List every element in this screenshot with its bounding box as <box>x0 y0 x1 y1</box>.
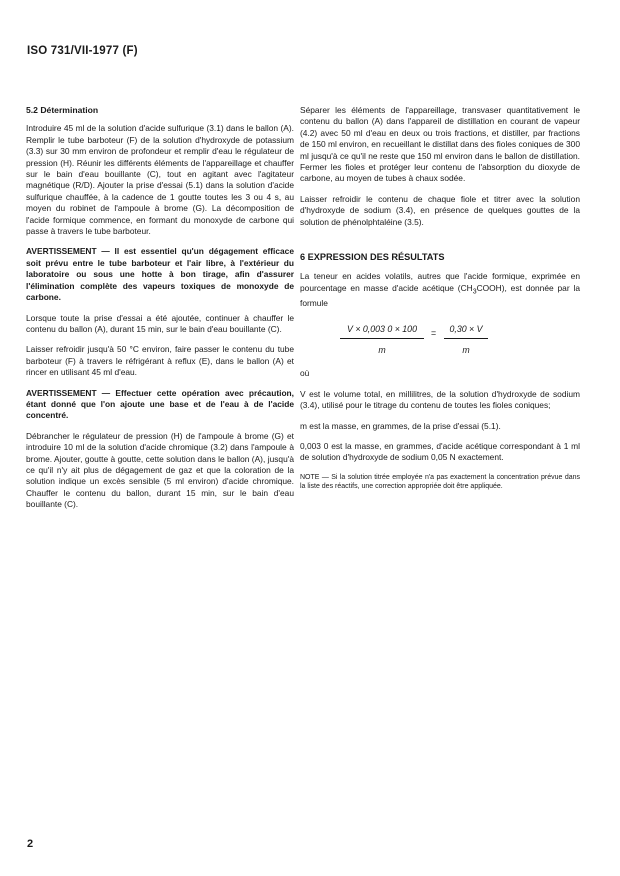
definition-constant: 0,003 0 est la masse, en grammes, d'acide acétique correspondant à 1 ml de solution d'hydroxyde de sodium 0,05 N exactement. <box>300 440 580 463</box>
where-label: où <box>300 368 310 379</box>
left-column <box>26 105 294 520</box>
denominator: m <box>462 344 470 355</box>
paragraph: Débrancher le régulateur de pression (H) de l'ampoule à brome (G) et introduire 10 ml de la solution d'acide chromique (3.2) dans l'ampoule à brome. Ajouter, goutte à goutte, cette solution dans le ballon (A), jusqu'à ce qu'il n'y ait plus de dégagement de gaz et que la coloration de la solution indique un excès sensible (5 ml environ) d'acide chromique. Chauffer le contenu du ballon, durant 15 min, sur le bain d'eau bouillante (C). <box>26 430 294 510</box>
warning-paragraph: AVERTISSEMENT — Il est essentiel qu'un dégagement efficace soit prévu entre le tube barboteur et l'air libre, à l'extérieur du laboratoire ou sous une hotte à bon tirage, afin d'assurer l'élimination complète des vapeurs toxiques de monoxyde de carbone. <box>26 246 294 303</box>
numerator: V × 0,003 0 × 100 <box>340 324 424 338</box>
formula-intro: La teneur en acides volatils, autres que l'acide formique, exprimée en pourcentage en masse d'acide acétique $(CH_3COOH)$, est donnée par la formule <box>300 271 580 308</box>
right-column <box>300 105 580 500</box>
numerator: 0,30 × V <box>444 324 488 338</box>
section-5-2-title: 5.2 Détermination <box>26 105 99 115</box>
paragraph: Introduire 45 ml de la solution d'acide sulfurique (3.1) dans le ballon (A). Remplir le tube barboteur (F) de la solution d'hydroxyde de potassium (3.3) sur 30 mm environ de profondeur et remplir d'eau le régulateur de pression (H). Réunir les différents éléments de l'appareillage et chauffer sur le bain d'eau bouillante (C), tout en agitant avec l'agitateur magnétique (R/D). Ajouter la prise d'essai (5.1) dans la solution d'acide sulfurique chauffée, à la cadence de 1 goutte toutes les 3 ou 4 s, au moyen du robinet de l'ampoule à brome (G). La décomposition de l'acide formique commence, en formant du monoxyde de carbone qui passe à travers le tube barboteur. <box>26 123 294 237</box>
equals-sign: = <box>431 328 437 339</box>
paragraph: Séparer les éléments de l'appareillage, transvaser quantitativement le contenu du ballon (A) dans l'appareil de distillation en courant de vapeur (4.2) avec 50 ml d'eau en deux ou trois fractions, et distiller, par fractions de 150 ml environ, en recueillant le distillat dans des fioles coniques de 300 ml jusqu'à ce qu'il ne reste que 150 ml environ dans le ballon de distillation. Fermer les fioles et protéger leur contenu de l'absorption du dioxyde de carbone, au moyen de tubes à chaux sodée. <box>300 105 580 184</box>
denominator: m <box>378 344 386 355</box>
warning-paragraph: AVERTISSEMENT — Effectuer cette opération avec précaution, étant donné que l'on ajoute une base et de l'eau à de l'acide concentré. <box>26 387 294 421</box>
section-6-title: 6 EXPRESSION DES RÉSULTATS <box>300 252 445 263</box>
paragraph: Laisser refroidir jusqu'à 50 °C environ, faire passer le contenu du tube barboteur (F) à travers le réfrigérant à reflux (E), dans le ballon (A) et rincer en utilisant 45 ml d'eau. <box>26 344 294 378</box>
definition-m: m est la masse, en grammes, de la prise d'essai (5.1). <box>300 420 501 431</box>
note: NOTE — Si la solution titrée employée n'a pas exactement la concentration prévue dans la liste des réactifs, une correction appropriée doit être appliquée. <box>300 473 580 490</box>
document-header: ISO 731/VII-1977 (F) <box>27 45 138 57</box>
paragraph: Lorsque toute la prise d'essai a été ajoutée, continuer à chauffer le contenu du ballon (A), durant 15 min, sur le bain d'eau bouillante (C). <box>26 312 294 334</box>
definition-v: V est le volume total, en millilitres, de la solution d'hydroxyde de sodium (3.4), utilisé pour le titrage du contenu de toutes les fioles coniques; <box>300 388 580 411</box>
paragraph: Laisser refroidir le contenu de chaque fiole et titrer avec la solution d'hydroxyde de sodium (3.4), en présence de quelques gouttes de la solution de phénolphtaléine (3.5). <box>300 193 580 227</box>
fraction-left <box>340 324 424 356</box>
subscript: 3 <box>472 288 477 296</box>
page-number: 2 <box>27 838 34 850</box>
fraction-right <box>444 324 488 356</box>
formula <box>300 318 580 362</box>
